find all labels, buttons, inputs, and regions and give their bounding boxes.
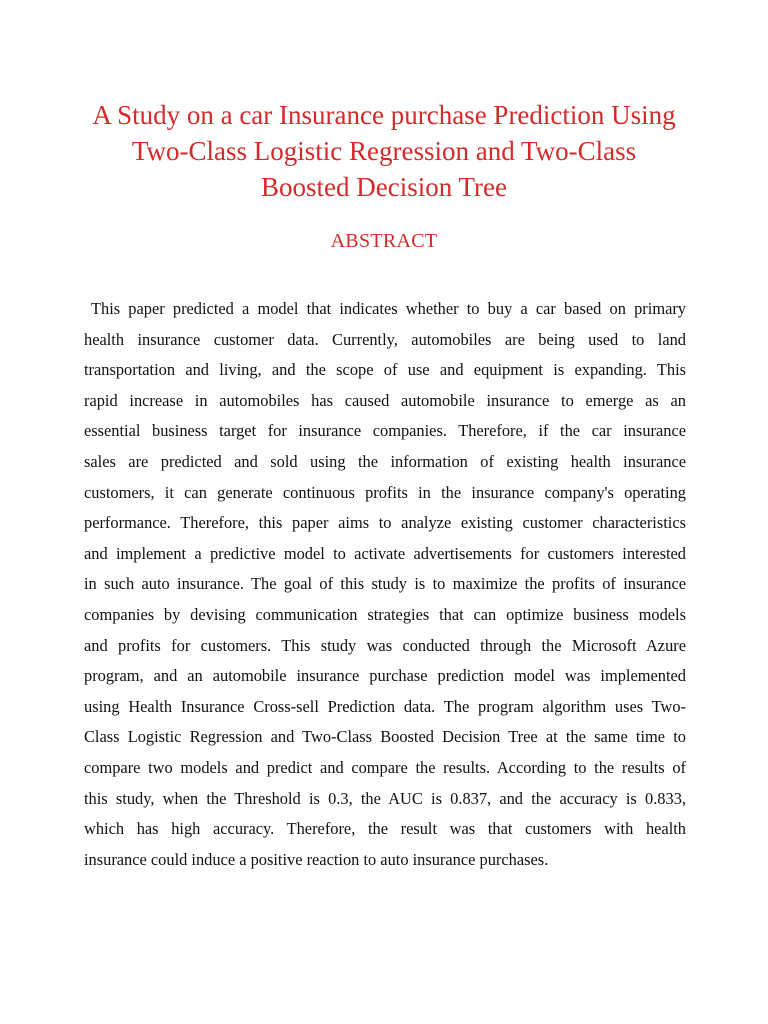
abstract-heading: ABSTRACT: [330, 230, 438, 252]
abstract-line: in such auto insurance. The goal of this study is to maximize the profits of insurance: [84, 574, 686, 594]
abstract-line: companies by devising communication strategies that can optimize business models: [84, 604, 686, 624]
paper-title: [60, 97, 708, 205]
abstract-line: program, and an automobile insurance purchase prediction model was implemented: [84, 666, 686, 686]
abstract-line: compare two models and predict and compare the results. According to the results of: [84, 757, 686, 777]
abstract-line: health insurance customer data. Currently, automobiles are being used to land: [84, 329, 686, 349]
abstract-line: essential business target for insurance companies. Therefore, if the car insurance: [84, 421, 686, 441]
paper-title-line-2: Two-Class Logistic Regression and Two-Class: [131, 136, 637, 166]
abstract-line: rapid increase in automobiles has caused automobile insurance to emerge as an: [84, 390, 686, 410]
abstract-line: transportation and living, and the scope of use and equipment is expanding. This: [84, 360, 686, 380]
paper-title-line-3: Boosted Decision Tree: [261, 172, 507, 202]
abstract-line: This paper predicted a model that indicates whether to buy a car based on primary: [91, 299, 686, 318]
paper-title-line-1: A Study on a car Insurance purchase Prediction Using: [92, 100, 676, 130]
abstract-line: sales are predicted and sold using the information of existing health insurance: [84, 451, 686, 471]
abstract-line: this study, when the Threshold is 0.3, the AUC is 0.837, and the accuracy is 0.833,: [84, 788, 686, 808]
abstract-body: [84, 294, 686, 875]
abstract-line: and profits for customers. This study was conducted through the Microsoft Azure: [84, 635, 686, 655]
abstract-line: which has high accuracy. Therefore, the result was that customers with health: [84, 819, 686, 839]
abstract-line: using Health Insurance Cross-sell Prediction data. The program algorithm uses Two-: [84, 696, 686, 716]
abstract-line: insurance could induce a positive reaction to auto insurance purchases.: [84, 849, 549, 869]
abstract-line: performance. Therefore, this paper aims to analyze existing customer characteristics: [84, 513, 686, 533]
abstract-line: and implement a predictive model to activate advertisements for customers interested: [84, 543, 686, 563]
abstract-line: Class Logistic Regression and Two-Class Boosted Decision Tree at the same time to: [84, 727, 686, 747]
abstract-line: customers, it can generate continuous profits in the insurance company's operating: [84, 482, 686, 502]
